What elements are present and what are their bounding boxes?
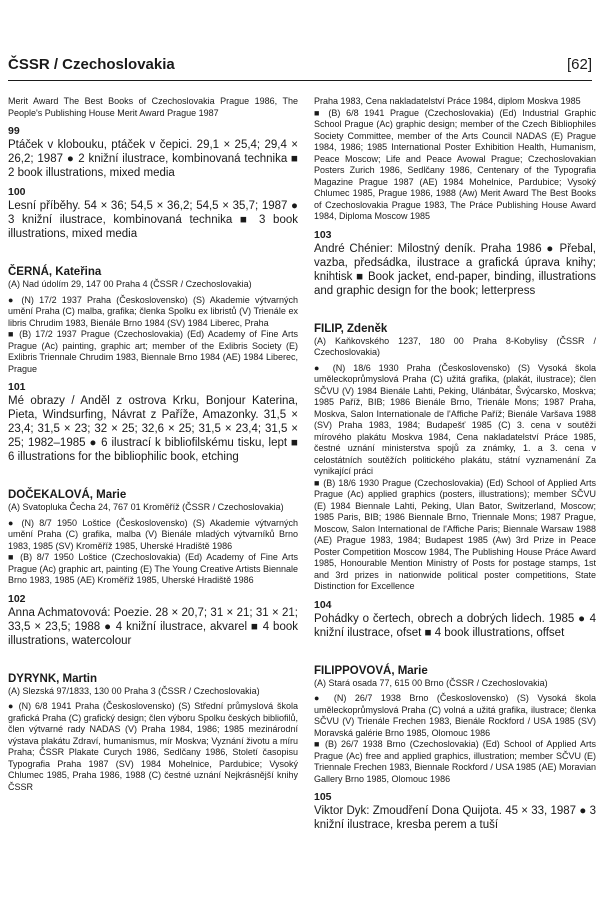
right-column: [314, 96, 596, 892]
artist-bio-english: ■ (B) 6/8 1941 Prague (Czechoslovakia) (Ed) Industrial Graphic School Prague (Ac) graphic design; member of the Czech Bibliophiles Society Committee, member of the Arts Council NADAS (E) Prague 1984, 1986; 1985 International Poster Exhibition Health, Humanism, Peace Moscow; Life and Peace Avowal Prague; Czechoslovakian Posters Zurich 1986, Sedlčany 1986, Centenary of the Typografia Magazine Prague 1987 (AE) 1984 Mohelnice, Pardubice; Vysoký Chlumec 1985, Prague 1986, 1988 (Aw) Merit Award The Best Books of Czechoslovakia Prague 1983, The Práce Publishing House Award 1984, Diploma Moscow 1985: [314, 107, 596, 221]
left-column: [8, 96, 298, 892]
artist-bio-english: ■ (B) 17/2 1937 Prague (Czechoslovakia) (Ed) Academy of Fine Arts Prague (Ac) painting, graphic art; member of the Exlibris Society (E) Exlibris Triennale Chrudim 1983, Biennale Brno 1984 (AE) 1984 Liberec, Prague: [8, 329, 298, 374]
work-description: André Chénier: Milostný deník. Praha 1986 ● Přebal, vazba, předsádka, ilustrace a grafická úprava knihy; knihtisk ■ Book jacket, end-paper, binding, illustrations and graphic design for the book; letterpress: [314, 242, 596, 297]
spacer: [8, 241, 298, 253]
section-title: ČSSR / Czechoslovakia: [8, 56, 175, 73]
work-number: 103: [314, 228, 332, 241]
work-number: 101: [8, 381, 26, 393]
artist-address: (A) Nad údolím 29, 147 00 Praha 4 (ČSSR / Czechoslovakia): [8, 279, 252, 289]
artist-bio-english: ■ (B) 8/7 1950 Loštice (Czechoslovakia) (Ed) Academy of Fine Arts Prague (Ac) graphic art, painting (E) The Young Creative Artists Biennale Brno 1983, 1985 (AE) Kroměříž 1985, Uherské Hradiště 1986: [8, 552, 298, 585]
artist-name: DYRYNK, Martin: [8, 672, 98, 685]
artist-bio-czech: ● (N) 18/6 1930 Praha (Československo) (S) Vysoká škola uměleckoprůmyslová Praha (C) užitá grafika, (plakát, ilustrace); člen SČVU (V) 1984 Bienále Lahti, Peking, Ulánbátar, Švýcarsko, Moskva; 1985 Paříž, BIB; 1986 Bienále Brno, Trienále Mons; 1987 Praha, Moskva, Salon Internationale de l'Affiche Paříž; Bienále Varšava 1988 (SV) Praha 1983, 1984; Budapešť 1985 (C) 3. cena v soutěži mírového plakátu Moskva 1984, Cena nakladatelství Práce 1985, čestné uznání ministerstva spojů za známky, 1. a 3. cena v celostátních soutěžích politického plakátu, státní vyznamenání Za vynikající práci: [314, 362, 596, 476]
page-number: [62]: [566, 56, 592, 73]
artist-name: FILIPPOVOVÁ, Marie: [314, 664, 428, 677]
artist-bio-czech: ● (N) 6/8 1941 Praha (Československo) (S) Střední průmyslová škola grafická Praha (C) grafický design; člen výboru Spolku českých bibliofilů, člen výtvarné rady NADAS (V) Praha 1984, 1986; 1985 mezinárodní výstava plakátu Zdraví, humanismus, mír Moskva; Vyznání životu a míru Praha; ČSSR Plakate Curych 1986, Sedlčany 1986, Století časopisu Typografia Praha 1987 (SV) 1984 Mohelnice, Pardubice; Vysoký Chlumec 1985, Praha 1986, 1988 (C) čestné uznání Nejkrásnější knihy ČSSR: [8, 701, 298, 792]
work-description: Ptáček v klobouku, ptáček v čepici. 29,1 × 25,4; 29,4 × 26,2; 1987 ● 2 knižní ilustrace, kombinovaná technika ■ 2 book illustrations, mixed media: [8, 139, 298, 179]
header-rule: [8, 80, 592, 81]
artist-address: (A) Slezská 97/1833, 130 00 Praha 3 (ČSSR / Czechoslovakia): [8, 685, 260, 696]
work-number: 104: [314, 598, 332, 611]
artist-name: FILIP, Zdeněk: [314, 322, 388, 335]
artist-address: (A) Stará osada 77, 615 00 Brno (ČSSR / Czechoslovakia): [314, 677, 548, 688]
artist-bio-continued: Praha 1983, Cena nakladatelství Práce 1984, diplom Moskva 1985: [314, 96, 581, 106]
spacer: [8, 464, 298, 476]
work-description: Pohádky o čertech, obrech a dobrých lidech. 1985 ● 4 knižní ilustrace, ofset ■ 4 book illustrations, offset: [314, 612, 596, 639]
work-number: 99: [8, 125, 20, 137]
artist-bio-czech: ● (N) 8/7 1950 Loštice (Československo) (S) Akademie výtvarných umění Praha (C) grafika, malba (V) Bienále mladých výtvarníků Brno 1983, 1985 (SV) Kroměříž 1985, Uherské Hradiště 1986: [8, 517, 298, 551]
artist-bio-czech: ● (N) 17/2 1937 Praha (Československo) (S) Akademie výtvarných umění Praha (C) malba, grafika; členka Spolku ex libristů (V) Trienále ex libris Chrudim 1983, Bienále Brno 1984 (SV) 1984 Liberec, Praha: [8, 294, 298, 328]
work-description: Anna Achmatovová: Poezie. 28 × 20,7; 31 × 21; 31 × 21; 33,5 × 23,5; 1988 ● 4 knižní ilustrace, akvarel ■ 4 book illustrations, watercolour: [8, 606, 298, 647]
spacer: [314, 640, 596, 652]
artist-name: DOČEKALOVÁ, Marie: [8, 489, 127, 501]
page-header: [8, 56, 592, 80]
work-description: Lesní příběhy. 54 × 36; 54,5 × 36,2; 54,5 × 35,7; 1987 ● 3 knižní ilustrace, kombinovaná technika ■ 3 book illustrations, mixed media: [8, 200, 298, 240]
artist-bio-english: ■ (B) 18/6 1930 Prague (Czechoslovakia) (Ed) School of Applied Arts Prague (Ac) applied graphics (posters, illustrations); member SČVU (E) 1984 Biennale Lahti, Peking, Ulan Bator, Switzerland, Moscow; 1985 Paris, BIB; 1986 Biennale Brno, Triennale Mons; 1987 Prague, Moscow, Salon International de l'Affiche Paris; Biennale Warsaw 1988 (AE) Prague 1983, 1984; Budapest 1985 (Aw) 3rd Prize in Peace Poster Competition Moscow 1984, The Publishing House Práce Award 1985, Honourable Mention Ministry of Posts for postage stamps, 1st and 3rd prizes in nationwide political poster competitions, State Distinction for Excellence: [314, 477, 596, 591]
artist-bio-english: ■ (B) 26/7 1938 Brno (Czechoslovakia) (Ed) School of Applied Arts Prague (Ac) free and applied graphics, illustration; member SČVU (E) Triennale Frechen 1983, Biennale Rockford / USA 1985 (AE) Moravian Gallery Brno 1985, Olomouc 1986: [314, 739, 596, 784]
award-text: Merit Award The Best Books of Czechoslovakia Prague 1986, The People's Publishing House Merit Award Prague 1987: [8, 96, 298, 118]
work-number: 100: [8, 186, 26, 198]
spacer: [314, 298, 596, 310]
work-number: 102: [8, 592, 26, 605]
work-description: Mé obrazy / Anděl z ostrova Krku, Bonjour Katerina, Pieta, Windsurfing, Návrat z Paříže, Amazonky. 31,5 × 23,4; 31,5 × 23; 32 × 25; 32,6 × 25; 31,5 × 23,4; 31,5 × 25; 1982–1985 ● 6 ilustrací k bibliofilskému tisku, lept ■ 6 illustrations for the bibliophilic book, etching: [8, 395, 298, 463]
spacer: [8, 648, 298, 660]
artist-name: ČERNÁ, Kateřina: [8, 266, 102, 278]
artist-address: (A) Kaňkovského 1237, 180 00 Praha 8-Kobylisy (ČSSR / Czechoslovakia): [314, 335, 596, 357]
work-description: Viktor Dyk: Zmoudření Dona Quijota. 45 × 33, 1987 ● 3 knižní ilustrace, kresba perem a tuší: [314, 805, 596, 831]
artist-bio-czech: ● (N) 26/7 1938 Brno (Československo) (S) Vysoká škola uměleckoprůmyslová Praha (C) volná a užitá grafika, ilustrace; členka SČVU (V) Trienále Frechen 1983, Bienále Rockford / USA 1985 (SV) Moravská galérie Brno 1985, Olomouc 1986: [314, 693, 596, 738]
work-number: 105: [314, 791, 332, 803]
artist-address: (A) Svatopluka Čecha 24, 767 01 Kroměříž (ČSSR / Czechoslovakia): [8, 502, 284, 512]
